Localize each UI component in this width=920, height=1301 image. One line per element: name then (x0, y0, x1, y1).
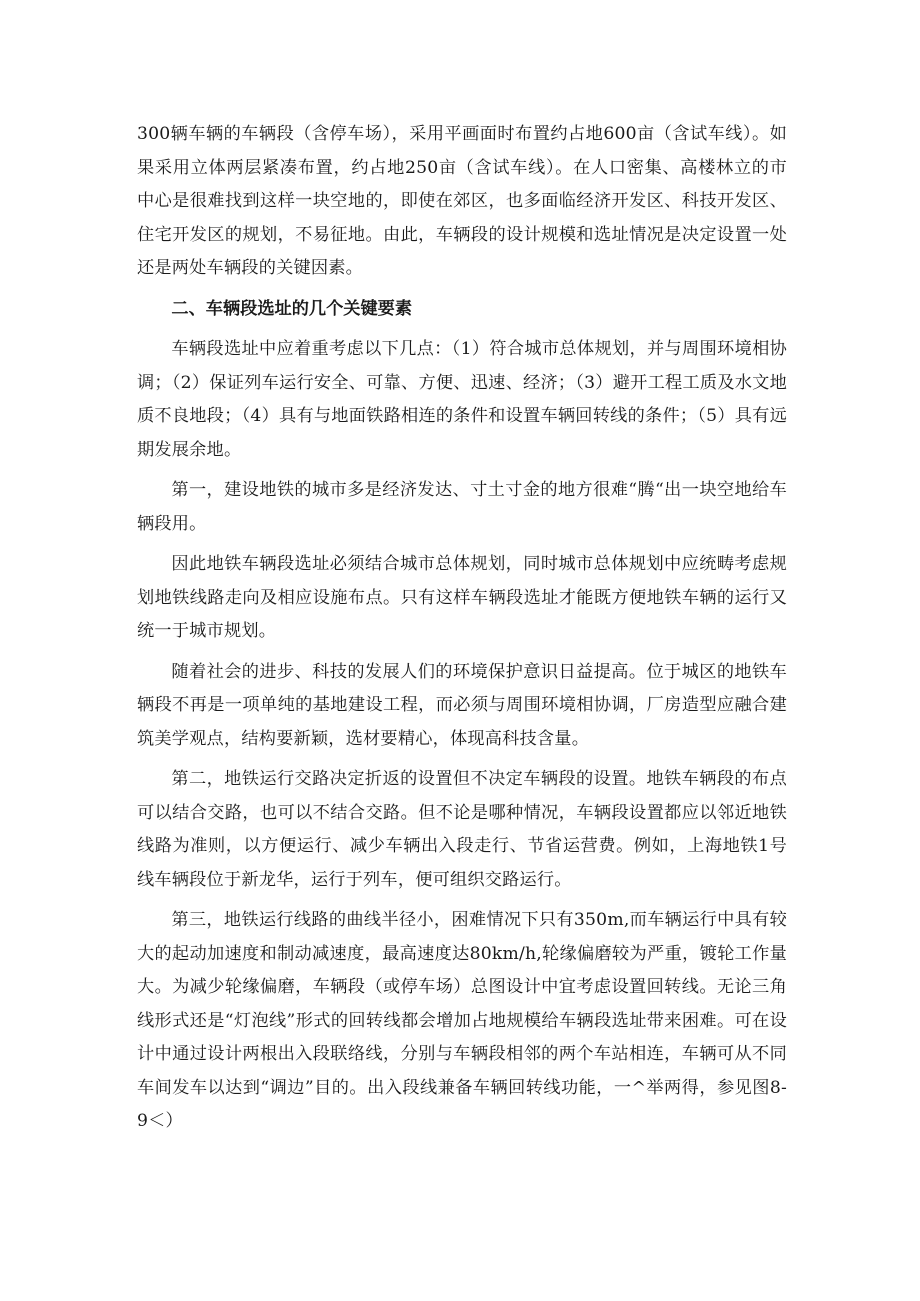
paragraph-first: 第一，建设地铁的城市多是经济发达、寸土寸金的地方很难“腾“出一块空地给车辆段用。 (137, 480, 787, 534)
paragraph-continuation: 300辆车辆的车辆段（含停车场），采用平画面时布置约占地600亩（含试车线）。如果采用立体两层紧凑布置，约占地250亩（含试车线）。在人口密集、高楼林立的市中心是很难找到这样一块空地的，即使在郊区，也多面临经济开发区、科技开发区、住宅开发区的规划，不易征地。由此，车辆段的设计规模和选址情况是决定设置一处还是两处车辆段的关键因素。 (137, 124, 787, 278)
paragraph-second: 第二，地铁运行交路决定折返的设置但不决定车辆段的设置。地铁车辆段的布点可以结合交路，也可以不结合交路。但不论是哪种情况，车辆段设置都应以邻近地铁线路为准则，以方便运行、减少车辆出入段走行、节省运营费。例如，上海地铁1号线车辆段位于新龙华，运行于列车，便可组织交路运行。 (137, 769, 787, 890)
paragraph-environment: 随着社会的进步、科技的发展人们的环境保护意识日益提高。位于城区的地铁车辆段不再是一项单纯的基地建设工程，而必须与周围环境相协调，厂房造型应融合建筑美学观点，结构要新颖，选材要精心，体现高科技含量。 (137, 661, 787, 749)
paragraph-third: 第三，地铁运行线路的曲线半径小，困难情况下只有350m,而车辆运行中具有较大的起动加速度和制动减速度，最高速度达80km∕h,轮缘偏磨较为严重，镀轮工作量大。为减少轮缘偏磨，车辆段（或停车场）总图设计中宜考虑设置回转线。无论三角线形式还是“灯泡线”形式的回转线都会增加占地规模给车辆段选址带来困难。可在设计中通过设计两根出入段联络线，分别与车辆段相邻的两个车站相连，车辆可从不同车间发车以达到“调边”目的。出入段线兼备车辆回转线功能，一^举两得，参见图8-9＜） (137, 910, 787, 1131)
paragraph-planning: 因此地铁车辆段选址必须结合城市总体规划，同时城市总体规划中应统畴考虑规划地铁线路走向及相应设施布点。只有这样车辆段选址才能既方便地铁车辆的运行又统一于城市规划。 (137, 554, 787, 641)
paragraph-key-points: 车辆段选址中应着重考虑以下几点：（1）符合城市总体规划，并与周围环境相协调；（2）保证列车运行安全、可靠、方便、迅速、经济；（3）避开工程工质及水文地质不良地段；（4）具有与地面铁路相连的条件和设置车辆回转线的条件；（5）具有远期发展余地。 (137, 339, 787, 460)
section-heading: 二、车辆段选址的几个关键要素 (171, 298, 413, 319)
document-body (137, 118, 787, 1139)
